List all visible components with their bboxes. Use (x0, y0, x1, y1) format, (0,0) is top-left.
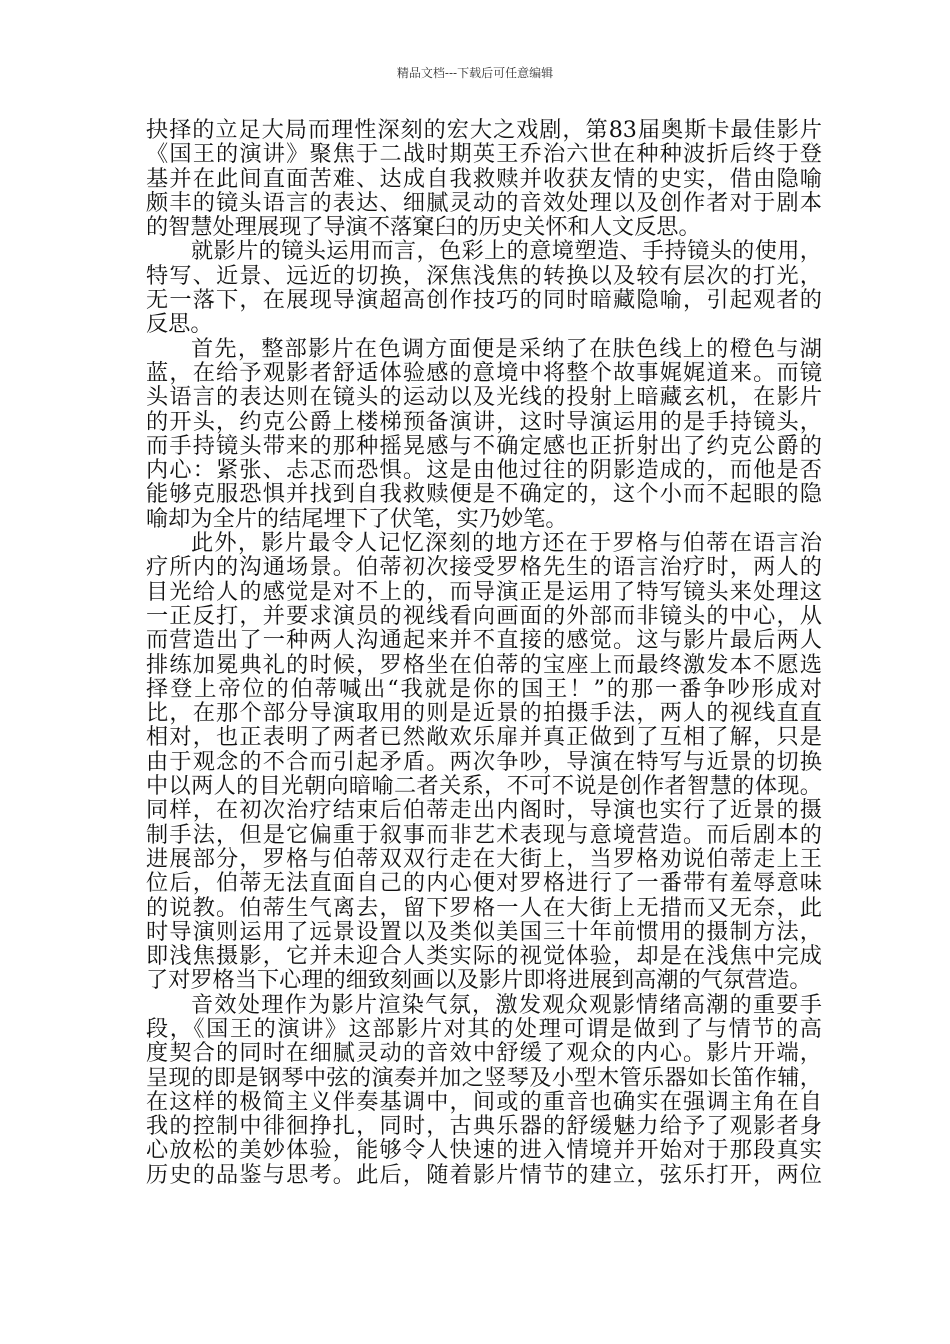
text-line: 由于观念的不合而引起矛盾。两次争吵，导演在特写与近景的切换 (146, 748, 822, 775)
text-line: 比，在那个部分导演取用的则是近景的拍摄手法，两人的视线直直 (146, 700, 822, 727)
text-line: 进展部分，罗格与伯蒂双双行走在大街上，当罗格劝说伯蒂走上王 (146, 845, 822, 872)
text-line: 抉择的立足大局而理性深刻的宏大之戏剧，第83届奥斯卡最佳影片 (146, 117, 822, 143)
text-line: 目光给人的感觉是对不上的，而导演正是运用了特写镜头来处理这 (146, 578, 822, 605)
text-line: 心放松的美妙体验，能够令人快速的进入情境并开始对于那段真实 (146, 1137, 822, 1164)
text-line: 历史的品鉴与思考。此后，随着影片情节的建立，弦乐打开，两位 (146, 1161, 822, 1188)
text-line: 在这样的极简主义伴奏基调中，间或的重音也确实在强调主角在自 (146, 1088, 822, 1115)
text-line: 位后，伯蒂无法直面自己的内心便对罗格进行了一番带有羞辱意味 (146, 870, 822, 897)
text-line: 一正反打，并要求演员的视线看向画面的外部而非镜头的中心，从 (146, 602, 822, 629)
page-header: 精品文档---下载后可任意编辑 (396, 66, 554, 80)
text-line: 头语言的表达则在镜头的运动以及光线的投射上暗藏玄机，在影片 (146, 384, 822, 411)
text-line: 内心：紧张、忐忑而恐惧。这是由他过往的阴影造成的，而他是否 (146, 457, 822, 484)
text-line: 排练加冕典礼的时候，罗格坐在伯蒂的宝座上而最终激发本不愿选 (146, 651, 822, 678)
text-line: 喻却为全片的结尾埋下了伏笔，实乃妙笔。 (146, 505, 568, 532)
document-body (146, 118, 822, 1187)
text-line: 段，《国王的演讲》这部影片对其的处理可谓是做到了与情节的高 (146, 1015, 822, 1042)
text-line: 反思。 (146, 311, 213, 338)
text-line: 《国王的演讲》聚焦于二战时期英王乔治六世在种种波折后终于登 (146, 141, 822, 168)
text-line: 能够克服恐惧并找到自我救赎便是不确定的，这个小而不起眼的隐 (146, 481, 822, 508)
text-line: 制手法，但是它偏重于叙事而非艺术表现与意境营造。而后剧本的 (146, 821, 822, 848)
text-line: 的开头，约克公爵上楼梯预备演讲，这时导演运用的是手持镜头， (146, 408, 822, 435)
text-line: 的智慧处理展现了导演不落窠臼的历史关怀和人文反思。 (146, 214, 701, 241)
text-line: 音效处理作为影片渲染气氛，激发观众观影情绪高潮的重要手 (191, 991, 822, 1018)
text-line: 了对罗格当下心理的细致刻画以及影片即将进展到高潮的气氛营造。 (146, 967, 812, 994)
text-line: 基并在此间直面苦难、达成自我救赎并收获友情的史实，借由隐喻 (146, 165, 822, 192)
text-line: 即浅焦摄影，它并未迎合人类实际的视觉体验，却是在浅焦中完成 (146, 943, 822, 970)
text-line: 呈现的即是钢琴中弦的演奏并加之竖琴及小型木管乐器如长笛作辅， (146, 1064, 822, 1091)
text-line: 无一落下，在展现导演超高创作技巧的同时暗藏隐喻，引起观者的 (146, 287, 822, 314)
text-line: 时导演则运用了远景设置以及类似美国三十年前惯用的摄制方法， (146, 918, 822, 945)
text-line: 同样，在初次治疗结束后伯蒂走出内阁时，导演也实行了近景的摄 (146, 797, 822, 824)
text-line: 蓝，在给予观影者舒适体验感的意境中将整个故事娓娓道来。而镜 (146, 359, 822, 386)
text-line: 此外，影片最令人记忆深刻的地方还在于罗格与伯蒂在语言治 (191, 530, 822, 557)
text-line: 择登上帝位的伯蒂喊出“我就是你的国王！”的那一番争吵形成对 (146, 675, 822, 702)
text-line: 疗所内的沟通场景。伯蒂初次接受罗格先生的语言治疗时，两人的 (146, 554, 822, 581)
text-line: 度契合的同时在细腻灵动的音效中舒缓了观众的内心。影片开端， (146, 1040, 822, 1067)
text-line: 的说教。伯蒂生气离去，留下罗格一人在大街上无措而又无奈，此 (146, 894, 822, 921)
text-line: 中以两人的目光朝向暗喻二者关系，不可不说是创作者智慧的体现。 (146, 773, 822, 800)
text-line: 首先，整部影片在色调方面便是采纳了在肤色线上的橙色与湖 (191, 335, 822, 362)
text-line: 特写、近景、远近的切换，深焦浅焦的转换以及较有层次的打光， (146, 262, 822, 289)
text-line: 就影片的镜头运用而言，色彩上的意境塑造、手持镜头的使用， (191, 238, 822, 265)
text-line: 而营造出了一种两人沟通起来并不直接的感觉。这与影片最后两人 (146, 627, 822, 654)
text-line: 我的控制中徘徊挣扎，同时，古典乐器的舒缓魅力给予了观影者身 (146, 1113, 822, 1140)
text-line: 颇丰的镜头语言的表达、细腻灵动的音效处理以及创作者对于剧本 (146, 189, 822, 216)
text-line: 而手持镜头带来的那种摇晃感与不确定感也正折射出了约克公爵的 (146, 432, 822, 459)
text-line: 相对，也正表明了两者已然敞欢乐扉并真正做到了互相了解，只是 (146, 724, 822, 751)
